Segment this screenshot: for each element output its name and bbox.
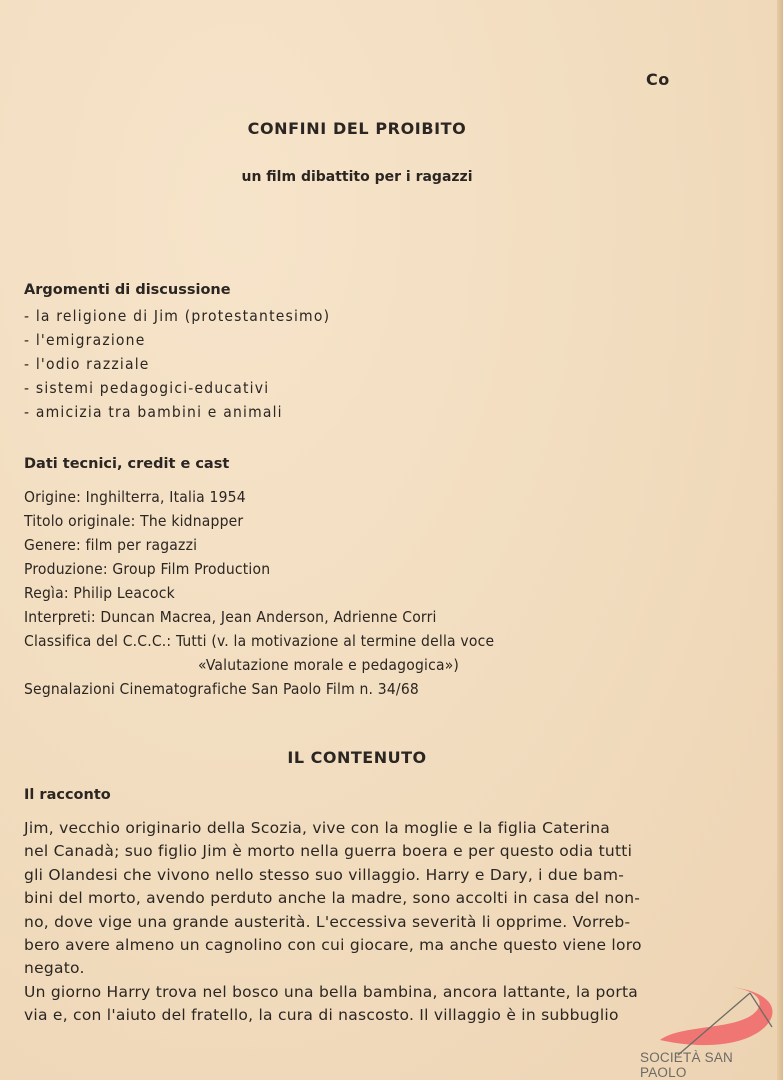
detail-production: Produzione: Group Film Production — [24, 560, 271, 578]
list-item: - la religione di Jim (protestantesimo) — [24, 307, 331, 325]
detail-classification-cont: «Valutazione morale e pedagogica») — [198, 656, 460, 674]
paragraph-line: gli Olandesi che vivono nello stesso suo villaggio. Harry e Dary, i due bam- — [24, 865, 625, 884]
detail-genre: Genere: film per ragazzi — [24, 536, 198, 554]
society-logo-text: SOCIETÀ SAN PAOLO — [640, 1050, 733, 1080]
list-item: - amicizia tra bambini e animali — [24, 403, 283, 421]
paragraph-line: Un giorno Harry trova nel bosco una bella bambina, ancora lattante, la porta — [24, 982, 639, 1001]
corner-label: Co — [646, 70, 670, 89]
paragraph-line: negato. — [24, 959, 85, 978]
discussion-heading: Argomenti di discussione — [24, 282, 231, 298]
detail-original-title: Titolo originale: The kidnapper — [24, 512, 244, 530]
list-item: - l'odio razziale — [24, 355, 150, 373]
story-subheading: Il racconto — [24, 787, 111, 803]
list-item: - l'emigrazione — [24, 331, 146, 349]
paragraph-line: no, dove vige una grande austerità. L'eccessiva severità li opprime. Vorreb- — [24, 912, 631, 931]
detail-director: Regìa: Philip Leacock — [24, 584, 175, 602]
paragraph-line: Jim, vecchio originario della Scozia, vive con la moglie e la figlia Caterina — [24, 819, 611, 837]
document-subtitle: un film dibattito per i ragazzi — [241, 169, 473, 185]
paragraph-line: bero avere almeno un cagnolino con cui giocare, ma anche questo viene loro — [24, 936, 642, 955]
list-item: - sistemi pedagogici-educativi — [24, 379, 270, 397]
document-title: CONFINI DEL PROIBITO — [247, 119, 467, 138]
paragraph-line: nel Canadà; suo figlio Jim è morto nella guerra boera e per questo odia tutti — [24, 842, 633, 861]
detail-cast: Interpreti: Duncan Macrea, Jean Anderson, Adrienne Corri — [24, 608, 437, 626]
technical-heading: Dati tecnici, credit e cast — [24, 456, 230, 472]
paragraph-line: bini del morto, avendo perduto anche la madre, sono accolti in casa del non- — [24, 889, 641, 908]
detail-classification: Classifica del C.C.C.: Tutti (v. la motivazione al termine della voce — [24, 632, 495, 650]
detail-signal: Segnalazioni Cinematografiche San Paolo Film n. 34/68 — [24, 680, 419, 698]
content-heading: IL CONTENUTO — [287, 748, 427, 767]
paragraph-line: via e, con l'aiuto del fratello, la cura di nascosto. Il villaggio è in subbuglio — [24, 1006, 619, 1025]
page-edge-shadow — [777, 0, 783, 1080]
detail-origin: Origine: Inghilterra, Italia 1954 — [24, 488, 246, 506]
story-paragraph — [24, 817, 684, 1028]
